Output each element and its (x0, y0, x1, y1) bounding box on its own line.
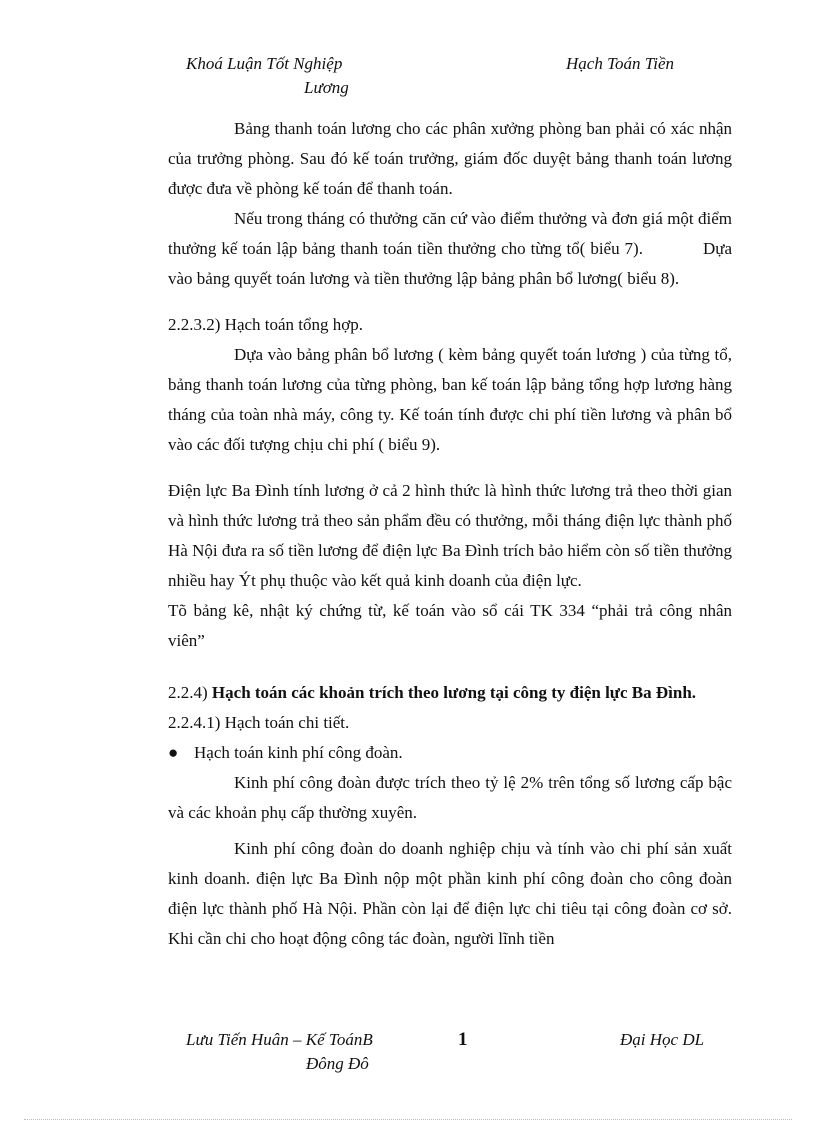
paragraph-bonus (168, 204, 732, 294)
paragraph-bonus-part1: Nếu trong tháng có thưởng căn cứ vào điểm thưởng và đơn giá một điểm thưởng kế toán lập bảng thanh toán tiền thưởng cho từng tổ( biểu 7). (168, 209, 732, 258)
paragraph-bonus-part2: Dựa vào bảng quyết toán lương và tiền thưởng lập bảng phân bổ lương( biểu 8). (168, 239, 732, 288)
section-heading-2-2-4 (168, 678, 732, 708)
section-heading-2-2-3-2: 2.2.3.2) Hạch toán tổng hợp. (168, 315, 364, 334)
bottom-dotted-rule (24, 1119, 792, 1120)
paragraph-summary-accounting: Dựa vào bảng phân bổ lương ( kèm bảng quyết toán lương ) của từng tổ, bảng thanh toán lương của từng phòng, ban kế toán lập bảng tổng hợp lương hàng tháng của toàn nhà máy, công ty. Kế toán tính được chi phí tiền lương và phân bổ vào các đối tượng chịu chi phí ( biểu 9). (168, 345, 732, 454)
section-heading-2-2-4-1: 2.2.4.1) Hạch toán chi tiết. (168, 713, 350, 732)
header-left-line2: Lương (304, 78, 349, 97)
paragraph-union-fee-rate: Kinh phí công đoàn được trích theo tỷ lệ 2% trên tổng số lương cấp bậc và các khoản phụ cấp thường xuyên. (168, 773, 732, 822)
header-left (186, 52, 349, 100)
header-left-line1: Khoá Luận Tốt Nghiệp (186, 54, 343, 73)
section-number: 2.2.4) (168, 683, 208, 702)
bullet-item (168, 738, 732, 768)
footer-right: Đại Học DL (620, 1030, 705, 1049)
paragraph-ba-dinh-salary: Điện lực Ba Đình tính lương ở cả 2 hình thức là hình thức lương trả theo thời gian và hình thức lương trả theo sản phẩm đều có thưởng, mỗi tháng điện lực thành phố Hà Nội đưa ra số tiền lương để điện lực Ba Đình trích bảo hiểm còn số tiền thưởng nhiều hay Ýt phụ thuộc vào kết quả kinh doanh của điện lực. (168, 481, 732, 590)
footer-left-line1: Lưu Tiến Huân – Kế ToánB (186, 1030, 373, 1049)
paragraph-union-fee-usage: Kinh phí công đoàn do doanh nghiệp chịu và tính vào chi phí sản xuất kinh doanh. điện lực Ba Đình nộp một phần kinh phí công đoàn cho công đoàn điện lực thành phố Hà Nội. Phần còn lại để điện lực chi tiêu tại công đoàn cơ sở. Khi cần chi cho hoạt động công tác đoàn, người lĩnh tiền (168, 839, 732, 948)
paragraph-ledger-tk334: Tõ bảng kê, nhật ký chứng từ, kế toán vào sổ cái TK 334 “phải trả công nhân viên” (168, 601, 732, 650)
paragraph-payroll-approval: Bảng thanh toán lương cho các phân xưởng phòng ban phải có xác nhận của trưởng phòng. Sau đó kế toán trưởng, giám đốc duyệt bảng thanh toán lương được đưa về phòng kế toán để thanh toán. (168, 119, 732, 198)
footer-left (186, 1028, 373, 1076)
page-number: 1 (458, 1029, 468, 1050)
footer-left-line2: Đông Đô (306, 1054, 369, 1073)
bullet-icon: ● (168, 743, 179, 762)
document-body (168, 114, 732, 954)
section-title: Hạch toán các khoản trích theo lương tại công ty điện lực Ba Đình. (211, 683, 697, 702)
bullet-item-label: Hạch toán kinh phí công đoàn. (194, 743, 403, 762)
header-right: Hạch Toán Tiền (566, 54, 675, 73)
